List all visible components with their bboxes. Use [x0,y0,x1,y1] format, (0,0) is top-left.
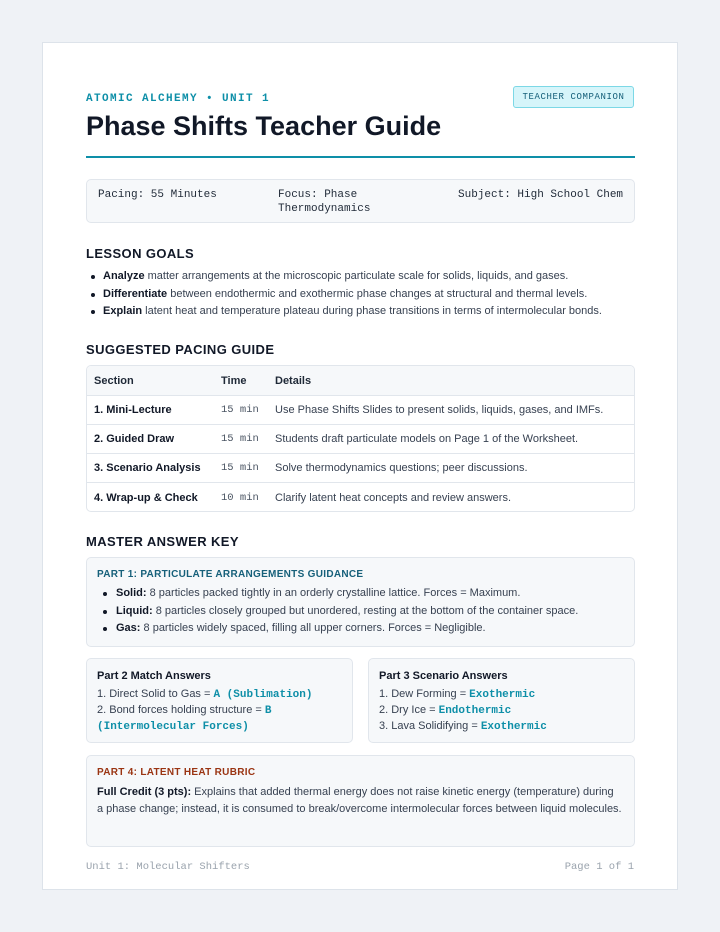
table-header-row [87,366,634,395]
lesson-goals-list [86,268,646,321]
document-page [42,42,678,890]
pacing-guide-heading: SUGGESTED PACING GUIDE [86,342,275,357]
state-label: Solid: [116,587,147,599]
teacher-companion-badge: TEACHER COMPANION [513,86,634,108]
unit-kicker: ATOMIC ALCHEMY • UNIT 1 [86,93,271,105]
lesson-meta-box [86,179,635,223]
pacing-table [86,365,635,512]
meta-subject: Subject: High School Chem [458,189,624,201]
part3-line-2: 2. Dry Ice = [379,704,439,716]
part4-card [86,755,635,847]
rubric-text: Explains that added thermal energy does not raise kinetic energy (temperature) during a phase change; instead, it is consumed to break/overcome intermolecular forces between liquid molecules. [97,786,622,815]
state-text: 8 particles widely spaced, filling all upper corners. Forces = Negligible. [140,622,486,634]
row-time: 15 min [221,433,259,445]
goal-item [86,268,646,286]
footer-unit: Unit 1: Molecular Shifters [86,861,250,873]
part1-title: PART 1: PARTICULATE ARRANGEMENTS GUIDANCE [97,569,364,580]
footer-page-number: Page 1 of 1 [564,861,634,873]
goal-verb: Differentiate [103,287,168,300]
page-title: Phase Shifts Teacher Guide [86,111,442,141]
part4-rubric [97,784,622,818]
part3-card [368,658,635,743]
part3-answers [379,687,547,735]
part1-card [86,557,635,647]
table-row [87,395,634,424]
answer-key-heading: MASTER ANSWER KEY [86,534,239,549]
row-time: 10 min [221,491,259,504]
goal-item [86,303,646,321]
lesson-goals-heading: LESSON GOALS [86,246,195,261]
part2-line-1: 1. Direct Solid to Gas = [97,688,214,700]
row-section: 2. Guided Draw [94,433,175,445]
part4-title: PART 4: LATENT HEAT RUBRIC [97,767,256,778]
row-details: Use Phase Shifts Slides to present solids, liquids, gases, and IMFs. [275,404,604,416]
goal-text: matter arrangements at the microscopic particulate scale for solids, liquids, and gases. [144,270,569,282]
part2-answers [97,687,347,735]
row-section: 1. Mini-Lecture [94,404,172,416]
goal-text: between endothermic and exothermic phase changes at structural and thermal levels. [167,287,588,300]
list-item [97,603,578,621]
list-item [97,620,578,638]
column-header-section: Section [94,374,134,387]
goal-item [86,286,646,304]
part2-line-2: 2. Bond forces holding structure = [97,704,265,716]
title-divider [86,156,635,158]
goal-text: latent heat and temperature plateau during phase transitions in terms of intermolecular bonds. [142,305,602,317]
part3-title: Part 3 Scenario Answers [379,670,508,682]
part2-answer-1: A (Sublimation) [213,689,313,701]
part1-list [97,585,578,638]
part2-answer-2: B (Intermolecular Forces) [97,705,272,733]
row-section: 4. Wrap-up & Check [94,491,198,504]
row-details: Clarify latent heat concepts and review answers. [275,491,512,504]
table-row [87,424,634,453]
rubric-label: Full Credit (3 pts): [97,786,192,798]
meta-pacing: Pacing: 55 Minutes [98,189,217,201]
row-details: Students draft particulate models on Page 1 of the Worksheet. [275,433,579,445]
goal-verb: Analyze [103,270,145,282]
row-time: 15 min [221,404,259,416]
part3-answer-1: Exothermic [469,689,536,701]
state-text: 8 particles packed tightly in an orderly crystalline lattice. Forces = Maximum. [146,587,521,599]
goal-verb: Explain [103,305,143,317]
row-time: 15 min [221,462,259,474]
part2-card [86,658,353,743]
table-row [87,482,634,512]
state-text: 8 particles closely grouped but unordered, resting at the bottom of the container space. [152,604,579,617]
part3-answer-3: Exothermic [480,721,547,733]
column-header-details: Details [275,374,312,387]
part3-line-3: 3. Lava Solidifying = [379,720,481,732]
part3-line-1: 1. Dew Forming = [379,688,470,700]
row-details: Solve thermodynamics questions; peer discussions. [275,462,528,474]
table-row [87,453,634,482]
part2-title: Part 2 Match Answers [97,670,211,682]
list-item [97,585,578,603]
state-label: Liquid: [116,604,153,617]
column-header-time: Time [221,374,247,387]
state-label: Gas: [116,622,141,634]
row-section: 3. Scenario Analysis [94,462,201,474]
meta-focus: Focus: Phase Thermodynamics [278,189,371,215]
part3-answer-2: Endothermic [438,705,512,717]
